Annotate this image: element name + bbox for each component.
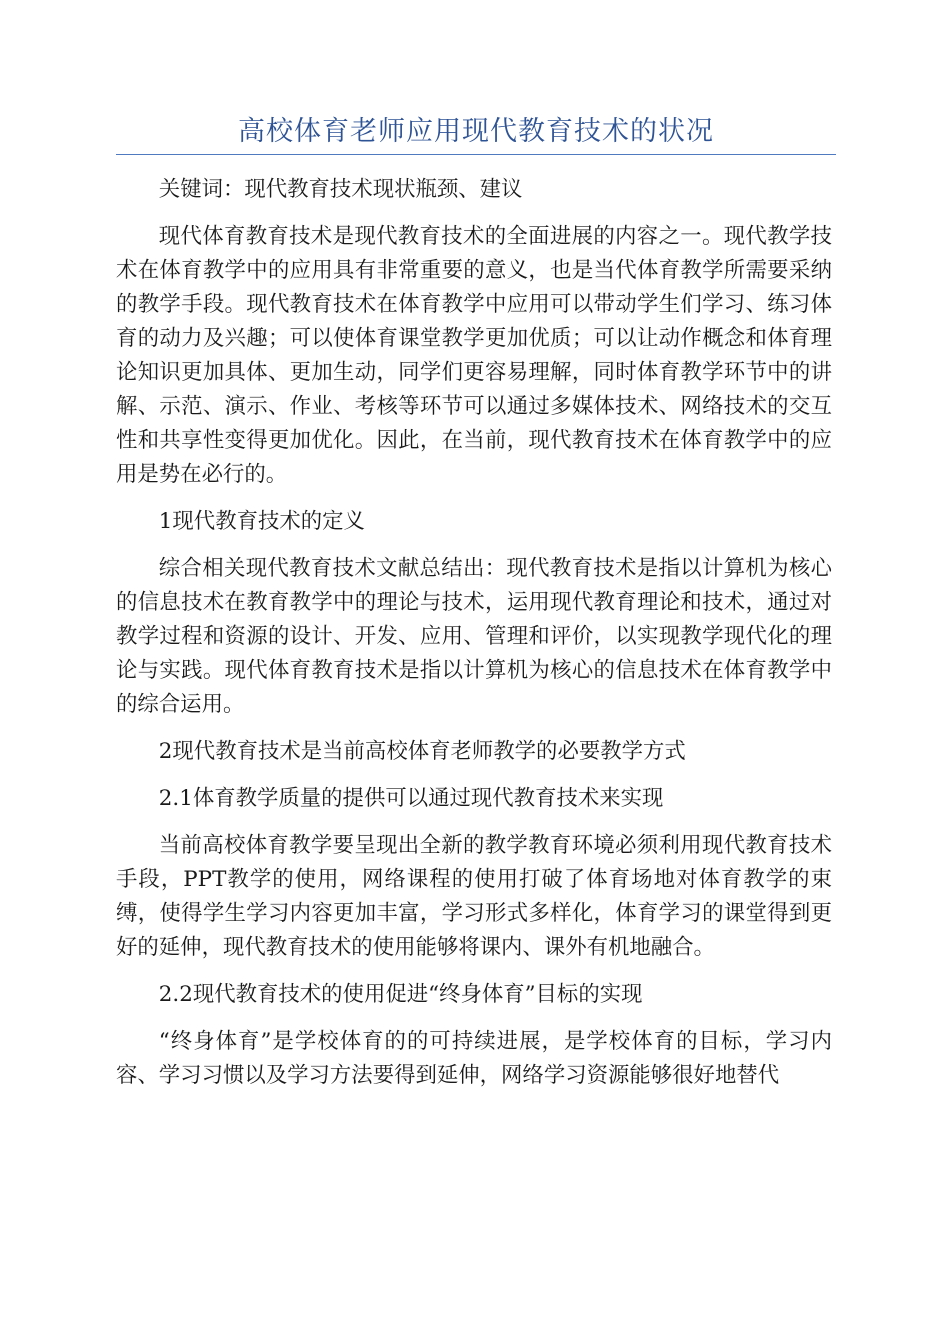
title-underline <box>116 154 836 155</box>
paragraph-definition: 综合相关现代教育技术文献总结出：现代教育技术是指以计算机为核心的信息技术在教育教学中的理论与技术，运用现代教育理论和技术，通过对教学过程和资源的设计、开发、应用、管理和评价，以实现教学现代化的理论与实践。现代体育教育技术是指以计算机为核心的信息技术在体育教学中的综合运用。 <box>116 556 832 717</box>
heading-section-1: 1现代教育技术的定义 <box>158 509 365 534</box>
paragraph-section-2-2: “终身体育”是学校体育的的可持续进展，是学校体育的目标，学习内容、学习习惯以及学习方法要得到延伸，网络学习资源能够很好地替代 <box>116 1029 832 1088</box>
heading-section-2-2: 2.2现代教育技术的使用促进“终身体育”目标的实现 <box>158 982 643 1007</box>
keywords-line: 关键词：现代教育技术现状瓶颈、建议 <box>158 177 523 202</box>
document-title: 高校体育老师应用现代教育技术的状况 <box>238 116 714 147</box>
heading-section-2-1: 2.1体育教学质量的提供可以通过现代教育技术来实现 <box>158 786 664 811</box>
heading-section-2: 2现代教育技术是当前高校体育老师教学的必要教学方式 <box>158 739 686 764</box>
document-body <box>116 173 832 1106</box>
paragraph-intro: 现代体育教育技术是现代教育技术的全面进展的内容之一。现代教学技术在体育教学中的应用具有非常重要的意义，也是当代体育教学所需要采纳的教学手段。现代教育技术在体育教学中应用可以带动学生们学习、练习体育的动力及兴趣；可以使体育课堂教学更加优质；可以让动作概念和体育理论知识更加具体、更加生动，同学们更容易理解，同时体育教学环节中的讲解、示范、演示、作业、考核等环节可以通过多媒体技术、网络技术的交互性和共享性变得更加优化。因此，在当前，现代教育技术在体育教学中的应用是势在必行的。 <box>116 224 832 487</box>
paragraph-section-2-1: 当前高校体育教学要呈现出全新的教学教育环境必须利用现代教育技术手段，PPT教学的使用，网络课程的使用打破了体育场地对体育教学的束缚，使得学生学习内容更加丰富，学习形式多样化，体育学习的课堂得到更好的延伸，现代教育技术的使用能够将课内、课外有机地融合。 <box>116 833 832 960</box>
